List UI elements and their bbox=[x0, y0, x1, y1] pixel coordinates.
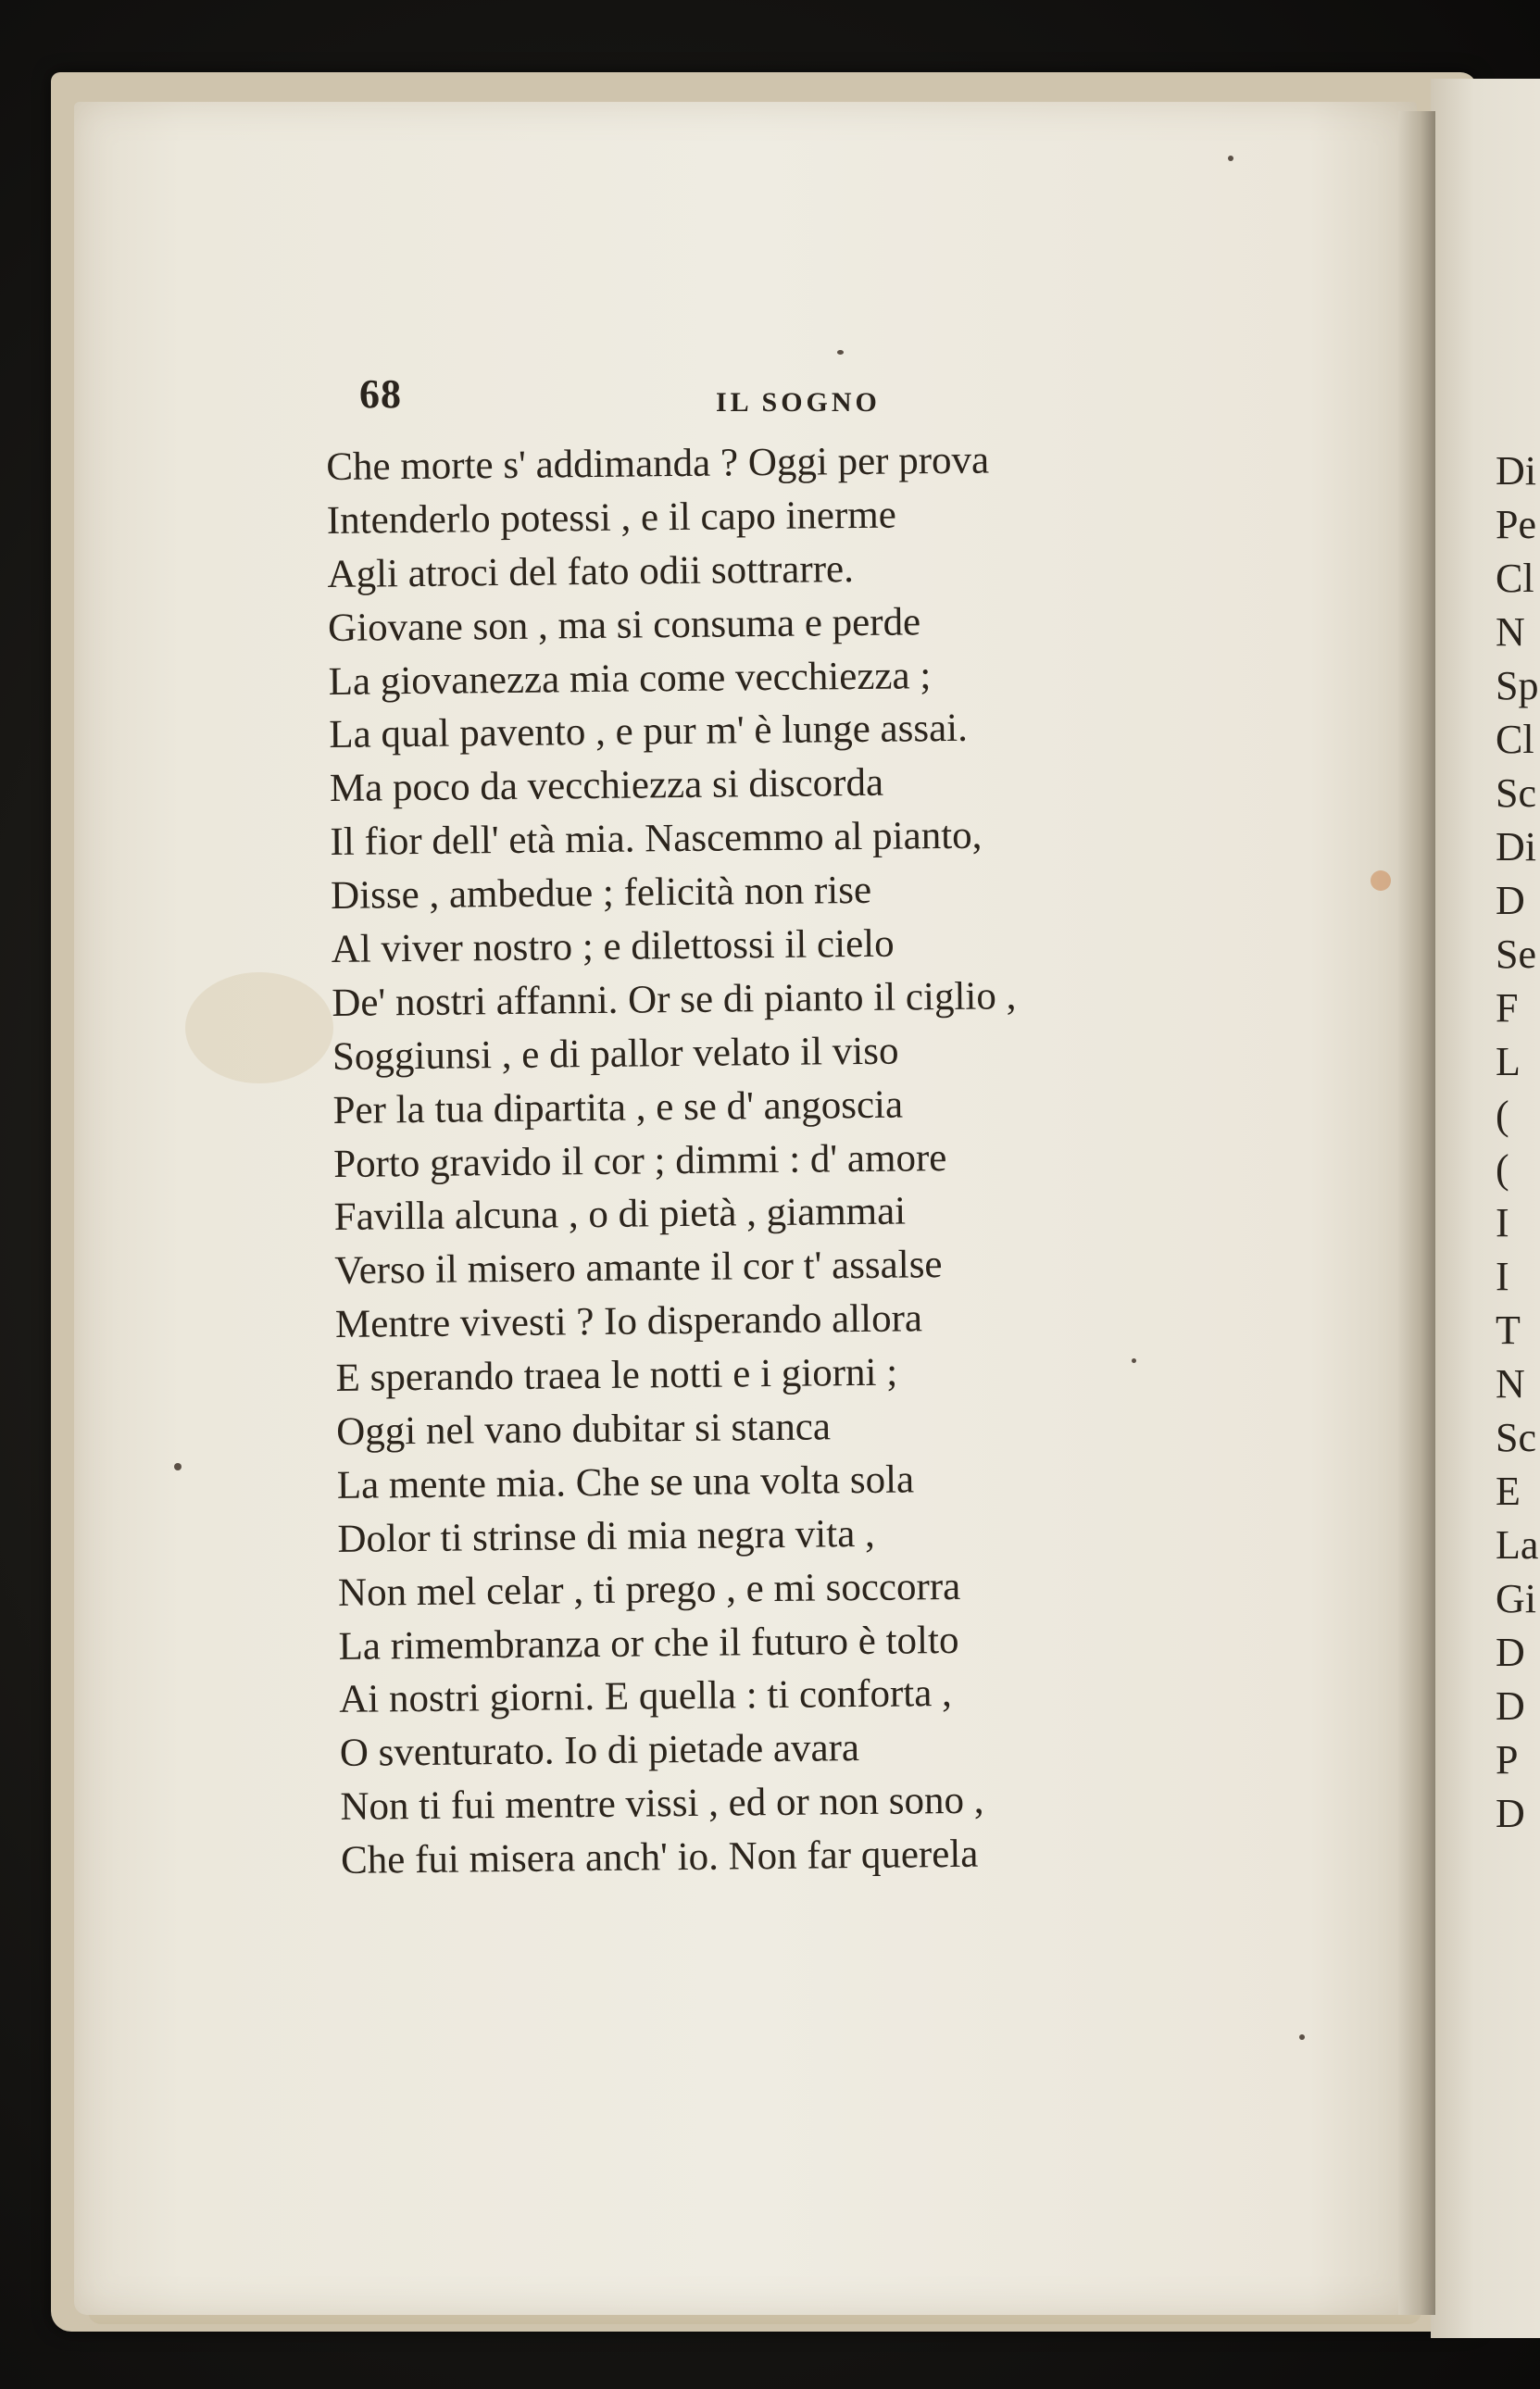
verse-line: Ma poco da vecchiezza si discorda bbox=[329, 761, 884, 811]
book-gutter bbox=[1398, 111, 1435, 2315]
facing-page-line: D bbox=[1496, 1630, 1525, 1675]
facing-page-line: Cl bbox=[1496, 556, 1534, 601]
verse-line: La rimembranza or che il futuro è tolto bbox=[338, 1618, 959, 1669]
page-speck bbox=[837, 350, 844, 355]
verse-line: Che fui misera anch' io. Non far querela bbox=[340, 1832, 979, 1883]
verse-line: La qual pavento , e pur m' è lunge assai. bbox=[329, 707, 969, 757]
verse-line: Mentre vivesti ? Io disperando allora bbox=[334, 1296, 923, 1347]
facing-page-line: D bbox=[1496, 1791, 1525, 1836]
verse-line: La giovanezza mia come vecchiezza ; bbox=[328, 653, 932, 704]
page-speck bbox=[1228, 156, 1233, 161]
verse-line: Non ti fui mentre vissi , ed or non sono , bbox=[340, 1778, 984, 1830]
page-stain bbox=[185, 972, 333, 1083]
running-title: IL SOGNO bbox=[716, 387, 881, 418]
verse-line: E sperando traea le notti e i giorni ; bbox=[335, 1350, 898, 1401]
facing-page-line: ( bbox=[1496, 1093, 1509, 1138]
facing-page-line: N bbox=[1496, 1361, 1525, 1407]
facing-page-line: ( bbox=[1496, 1146, 1509, 1192]
facing-page-text bbox=[1496, 444, 1540, 1841]
verse-text bbox=[326, 432, 1267, 1888]
facing-page-line: La bbox=[1496, 1522, 1539, 1568]
facing-page-line: L bbox=[1496, 1039, 1521, 1084]
facing-page-line: I bbox=[1496, 1254, 1509, 1299]
verse-line: Giovane son , ma si consuma e perde bbox=[327, 599, 921, 650]
facing-page-line: Sc bbox=[1496, 770, 1536, 816]
verse-line: Al viver nostro ; e dilettossi il cielo bbox=[331, 921, 895, 971]
verse-line: La mente mia. Che se una volta sola bbox=[336, 1457, 915, 1507]
verse-line: Per la tua dipartita , e se d' angoscia bbox=[332, 1082, 904, 1132]
page-speck bbox=[174, 1463, 182, 1470]
page-speck bbox=[1299, 2034, 1305, 2040]
facing-page-line: Gi bbox=[1496, 1576, 1536, 1621]
facing-page-line: I bbox=[1496, 1200, 1509, 1245]
facing-page-line: Sp bbox=[1496, 663, 1539, 708]
verse-line: Dolor ti strinse di mia negra vita , bbox=[337, 1511, 876, 1561]
page-header bbox=[359, 370, 1174, 426]
page-stain bbox=[1371, 870, 1391, 891]
facing-page-line: Se bbox=[1496, 932, 1536, 977]
facing-page-line: D bbox=[1496, 1683, 1525, 1729]
verse-line: Verso il misero amante il cor t' assalse bbox=[334, 1243, 943, 1294]
facing-page-line: D bbox=[1496, 878, 1525, 923]
verse-line: Porto gravido il cor ; dimmi : d' amore bbox=[332, 1135, 947, 1186]
verse-line: O sventurato. Io di pietade avara bbox=[339, 1726, 860, 1776]
facing-page-line: Di bbox=[1496, 824, 1536, 869]
verse-line: Disse , ambedue ; felicità non rise bbox=[330, 868, 872, 919]
page-number: 68 bbox=[359, 371, 402, 417]
facing-page-line: Di bbox=[1496, 448, 1536, 494]
verse-line: Favilla alcuna , o di pietà , giammai bbox=[333, 1189, 907, 1240]
verse-line: Soggiunsi , e di pallor velato il viso bbox=[332, 1029, 899, 1079]
facing-page-line: Pe bbox=[1496, 502, 1536, 547]
verse-line: Oggi nel vano dubitar si stanca bbox=[335, 1405, 832, 1454]
verse-line: De' nostri affanni. Or se di pianto il ciglio , bbox=[332, 974, 1017, 1025]
facing-page-line: P bbox=[1496, 1737, 1519, 1782]
verse-line: Che morte s' addimanda ? Oggi per prova bbox=[326, 438, 990, 489]
verse-line: Il fior dell' età mia. Nascemmo al pianto, bbox=[330, 813, 983, 865]
verse-line: Ai nostri giorni. E quella : ti conforta , bbox=[338, 1671, 953, 1722]
facing-page-line: E bbox=[1496, 1469, 1521, 1514]
facing-page-line: Cl bbox=[1496, 717, 1534, 762]
facing-page-line: F bbox=[1496, 985, 1519, 1031]
facing-page-line: Sc bbox=[1496, 1415, 1536, 1460]
verse-line: Non mel celar , ti prego , e mi soccorra bbox=[337, 1564, 961, 1615]
facing-page-line: N bbox=[1496, 609, 1525, 655]
verse-line: Agli atroci del fato odii sottrarre. bbox=[327, 546, 855, 596]
verse-line: Intenderlo potessi , e il capo inerme bbox=[326, 493, 897, 543]
facing-page-line: T bbox=[1496, 1307, 1521, 1353]
